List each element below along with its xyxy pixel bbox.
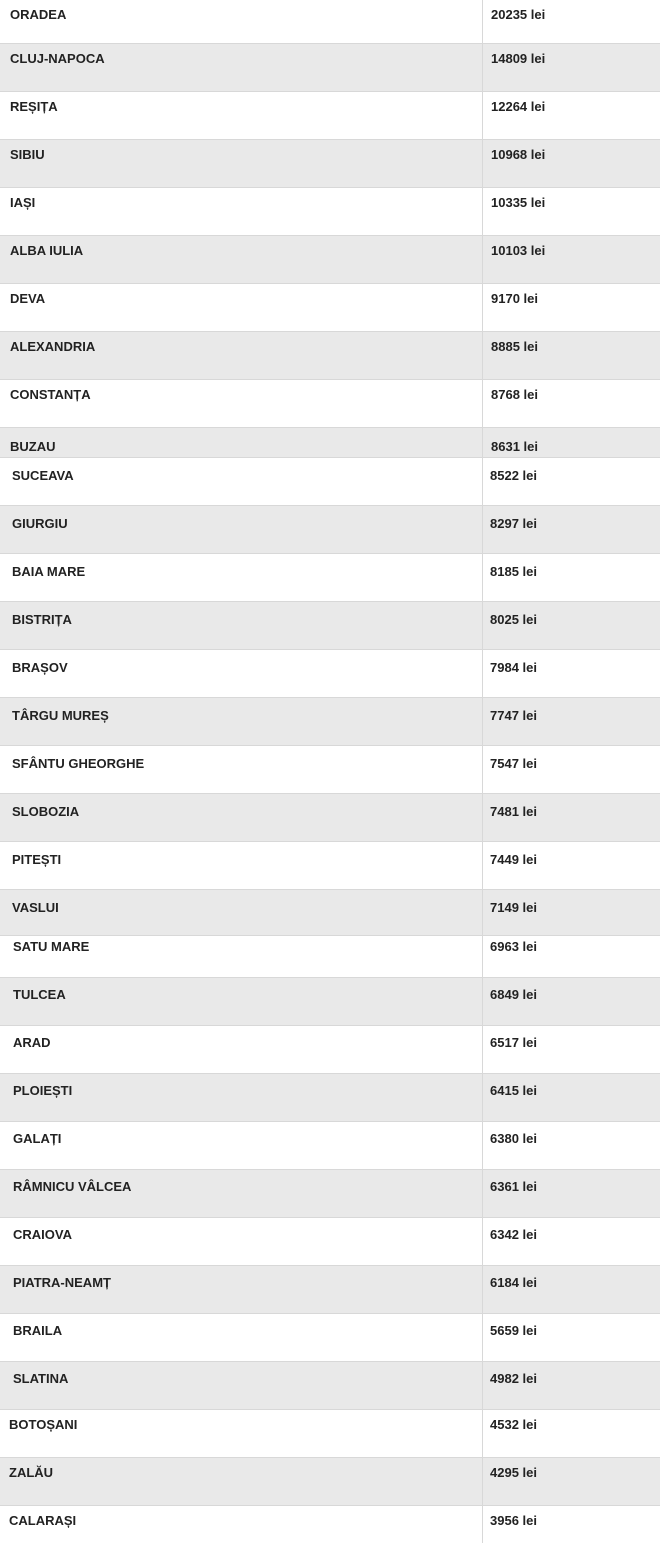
salary-cell: 8768 lei xyxy=(491,387,538,402)
city-cell: BAIA MARE xyxy=(0,554,483,601)
salary-cell: 6380 lei xyxy=(490,1131,537,1146)
city-cell: BISTRIȚA xyxy=(0,602,483,649)
salary-cell: 5659 lei xyxy=(490,1323,537,1338)
city-cell: SATU MARE xyxy=(0,936,483,977)
city-cell: VASLUI xyxy=(0,890,483,935)
city-cell: REȘIȚA xyxy=(0,92,483,139)
city-cell: GIURGIU xyxy=(0,506,483,553)
salary-cell: 9170 lei xyxy=(491,291,538,306)
table-row xyxy=(0,746,660,794)
city-cell: IAȘI xyxy=(0,188,483,235)
table-row xyxy=(0,458,660,506)
table-row xyxy=(0,332,660,380)
table-row xyxy=(0,1218,660,1266)
city-cell: ZALĂU xyxy=(0,1458,483,1505)
city-cell: PLOIEȘTI xyxy=(0,1074,483,1121)
salary-cell: 7149 lei xyxy=(490,900,537,915)
table-row xyxy=(0,1266,660,1314)
city-cell: RÂMNICU VÂLCEA xyxy=(0,1170,483,1217)
table-row xyxy=(0,842,660,890)
city-cell: DEVA xyxy=(0,284,483,331)
salary-cell: 10103 lei xyxy=(491,243,546,258)
salary-cell: 6963 lei xyxy=(490,939,537,954)
salary-cell: 6184 lei xyxy=(490,1275,537,1290)
salary-cell: 7449 lei xyxy=(490,852,537,867)
salary-cell: 7481 lei xyxy=(490,804,537,819)
table-row xyxy=(0,140,660,188)
city-cell: PITEȘTI xyxy=(0,842,483,889)
table-row xyxy=(0,0,660,44)
salary-cell: 10335 lei xyxy=(491,195,546,210)
salary-cell: 6849 lei xyxy=(490,987,537,1002)
city-cell: BRAȘOV xyxy=(0,650,483,697)
table-row xyxy=(0,506,660,554)
salary-cell: 8885 lei xyxy=(491,339,538,354)
salary-cell: 8185 lei xyxy=(490,564,537,579)
table-row xyxy=(0,428,660,458)
table-row xyxy=(0,1506,660,1543)
salary-cell: 12264 lei xyxy=(491,99,546,114)
city-cell: TÂRGU MUREȘ xyxy=(0,698,483,745)
table-row xyxy=(0,650,660,698)
table-row xyxy=(0,602,660,650)
table-row xyxy=(0,890,660,936)
table-row xyxy=(0,284,660,332)
city-cell: SUCEAVA xyxy=(0,458,483,505)
table-row xyxy=(0,92,660,140)
salary-cell: 3956 lei xyxy=(490,1513,537,1528)
city-cell: GALAȚI xyxy=(0,1122,483,1169)
city-cell: PIATRA-NEAMȚ xyxy=(0,1266,483,1313)
city-cell: BOTOȘANI xyxy=(0,1410,483,1457)
salary-cell: 7984 lei xyxy=(490,660,537,675)
salary-cell: 4532 lei xyxy=(490,1417,537,1432)
city-cell: SFÂNTU GHEORGHE xyxy=(0,746,483,793)
salary-cell: 8297 lei xyxy=(490,516,537,531)
table-row xyxy=(0,380,660,428)
salary-cell: 7547 lei xyxy=(490,756,537,771)
salary-cell: 10968 lei xyxy=(491,147,546,162)
salary-cell: 8631 lei xyxy=(491,439,538,454)
table-row xyxy=(0,554,660,602)
salary-cell: 6415 lei xyxy=(490,1083,537,1098)
salary-cell: 7747 lei xyxy=(490,708,537,723)
salary-cell: 8025 lei xyxy=(490,612,537,627)
city-cell: CONSTANȚA xyxy=(0,380,483,427)
city-cell: SIBIU xyxy=(0,140,483,187)
salary-cell: 6342 lei xyxy=(490,1227,537,1242)
table-row xyxy=(0,1458,660,1506)
table-row xyxy=(0,1314,660,1362)
city-cell: BRAILA xyxy=(0,1314,483,1361)
city-cell: CRAIOVA xyxy=(0,1218,483,1265)
city-cell: ARAD xyxy=(0,1026,483,1073)
city-cell: ORADEA xyxy=(0,0,483,43)
table-row xyxy=(0,1170,660,1218)
table-row xyxy=(0,1362,660,1410)
city-cell: SLOBOZIA xyxy=(0,794,483,841)
table-row xyxy=(0,1074,660,1122)
table-row xyxy=(0,1410,660,1458)
salary-cell: 20235 lei xyxy=(491,7,546,22)
table-row xyxy=(0,698,660,746)
salary-cell: 6361 lei xyxy=(490,1179,537,1194)
salary-cell: 8522 lei xyxy=(490,468,537,483)
city-cell: TULCEA xyxy=(0,978,483,1025)
table-row xyxy=(0,1122,660,1170)
salary-cell: 4295 lei xyxy=(490,1465,537,1480)
city-cell: ALEXANDRIA xyxy=(0,332,483,379)
table-row xyxy=(0,188,660,236)
table-row xyxy=(0,1026,660,1074)
table-row xyxy=(0,936,660,978)
city-cell: CLUJ-NAPOCA xyxy=(0,44,483,91)
city-cell: BUZAU xyxy=(0,428,483,457)
salary-cell: 4982 lei xyxy=(490,1371,537,1386)
city-cell: SLATINA xyxy=(0,1362,483,1409)
table-row xyxy=(0,44,660,92)
city-cell: CALARAȘI xyxy=(0,1506,483,1543)
salary-cell: 14809 lei xyxy=(491,51,546,66)
city-cell: ALBA IULIA xyxy=(0,236,483,283)
salary-cell: 6517 lei xyxy=(490,1035,537,1050)
table-row xyxy=(0,794,660,842)
table-row xyxy=(0,236,660,284)
table-row xyxy=(0,978,660,1026)
